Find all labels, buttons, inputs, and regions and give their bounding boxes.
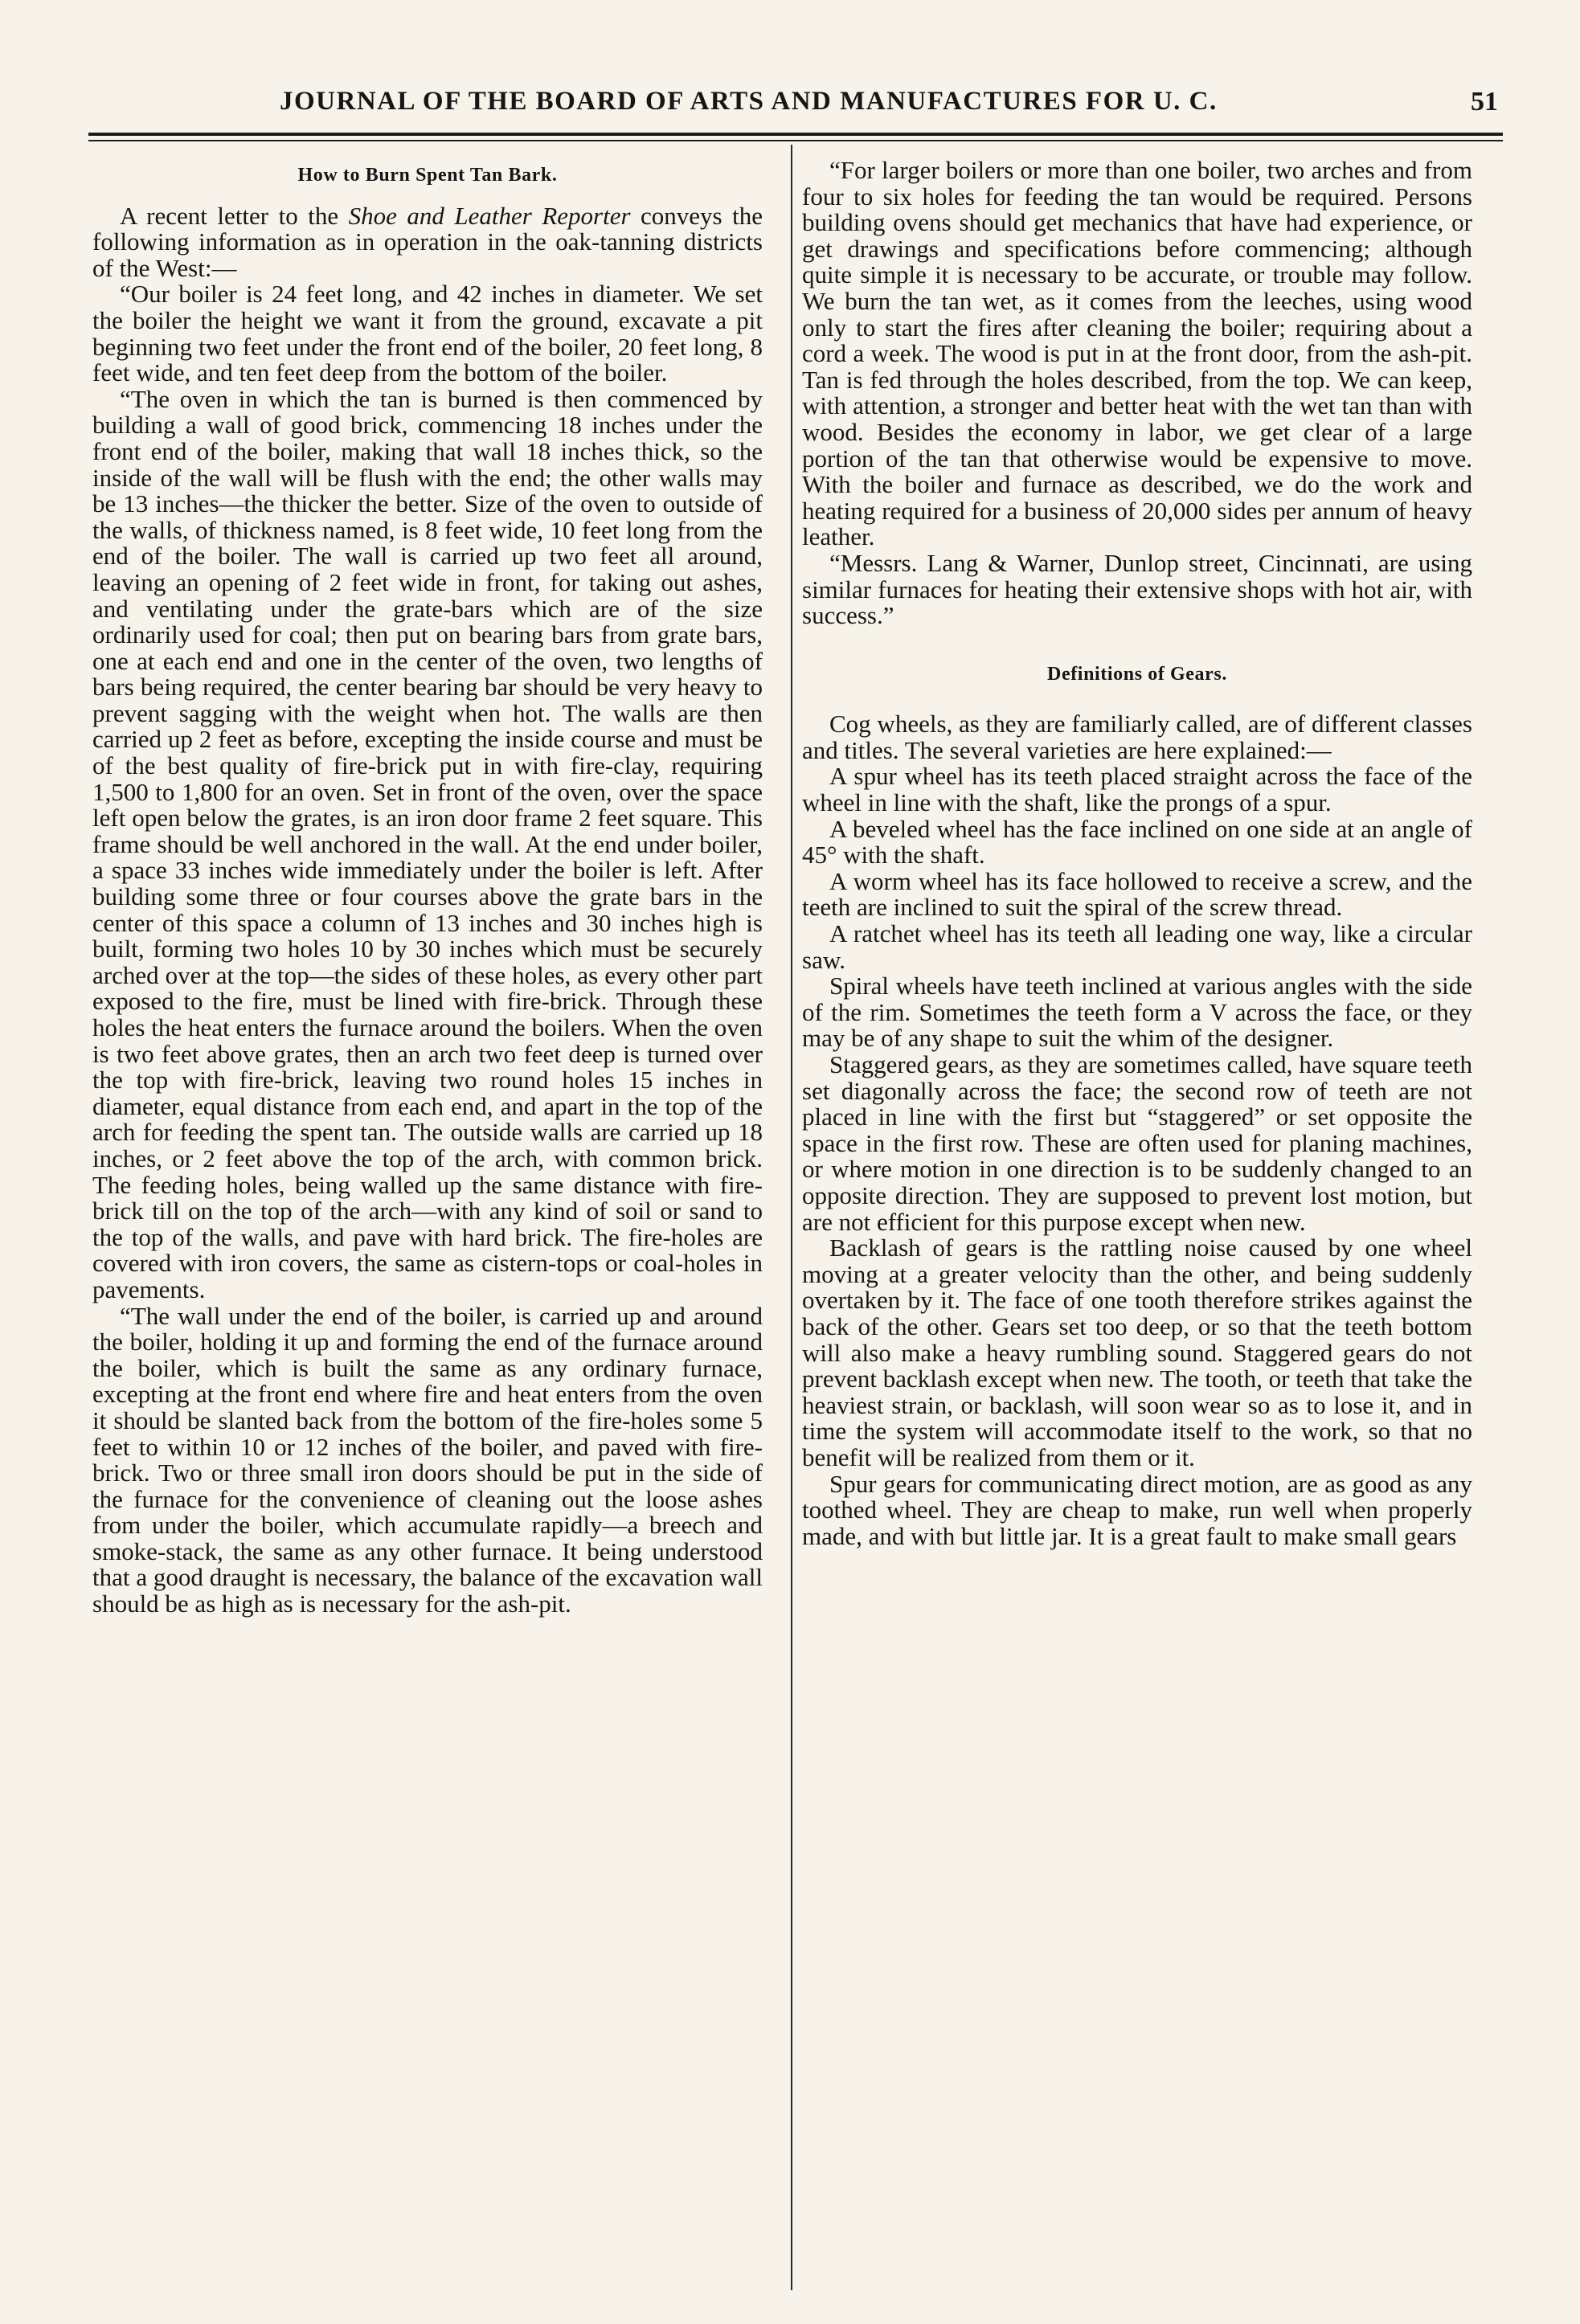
paragraph: A beveled wheel has the face inclined on one side at an angle of 45° with the shaft. bbox=[802, 814, 1472, 869]
paragraph: Backlash of gears is the rattling noise caused by one wheel moving at a greater velocity than the other, and being suddenly overtaken by it. The face of one tooth therefore strikes against the back of the other. Gears set too deep, or so that the teeth bottom will also make a heavy rumbling sound. Staggered gears do not prevent backlash except when new. The tooth, or teeth that take the heaviest strain, or backlash, will soon wear so as to lose it, and in time the system will accommodate itself to the work, so that no benefit will be realized from them or it. bbox=[802, 1234, 1472, 1471]
right-column-text bbox=[802, 158, 1472, 1549]
intro-text-before: A recent letter to the bbox=[120, 201, 349, 230]
paragraph: Spur gears for communicating direct motion, are as good as any toothed wheel. They are cheap to make, run well when properly made, and with but little jar. It is a great fault to make small gears bbox=[802, 1469, 1472, 1550]
article-heading-gears: Definitions of Gears. bbox=[1047, 663, 1227, 685]
header-rule-thin bbox=[88, 140, 1503, 141]
header-rule-thick bbox=[88, 133, 1503, 136]
paragraph: “The oven in which the tan is burned is then commenced by building a wall of good brick, commencing 18 inches under the front end of the boiler, making that wall 18 inches thick, so the inside of the wall will be flush with the end; the other walls may be 13 inches—the thicker the better. Size of the oven to outside of the walls, of thickness named, is 8 feet wide, 10 feet long from the end of the boiler. The wall is carried up two feet all around, leaving an opening of 2 feet wide in front, for taking out ashes, and ventilating under the grate-bars which are of the size ordinarily used for coal; then put on bearing bars from grate bars, one at each end and one in the center of the oven, two lengths of bars being required, the center bearing bar should be very heavy to prevent sagging with the weight when hot. The walls are then carried up 2 feet as before, excepting the inside course and must be of the best quality of fire-brick put in with fire-clay, requiring 1,500 to 1,800 for an oven. Set in front of the oven, over the space left open below the grates, is an iron door frame 2 feet square. This frame should be well anchored in the wall. At the end under boiler, a space 33 inches wide immediately under the boiler is left. After building some three or four courses above the grate bars in the center of this space a column of 13 inches and 30 inches high is built, forming two holes 10 by 30 inches which must be securely arched over at the top—the sides of these holes, as every other part exposed to the fire, must be lined with fire-brick. Through these holes the heat enters the furnace around the boilers. When the oven is two feet above grates, then an arch two feet deep is turned over the top with fire-brick, leaving two round holes 15 inches in diameter, equal distance from each end, and apart in the top of the arch for feeding the spent tan. The outside walls are carried up 18 inches, or 2 feet above the top of the arch, with common brick. The feeding holes, being walled up the same distance with fire-brick till on the top of the arch—with any kind of soil or sand to the top of the walls, and pave with hard brick. The fire-holes are covered with iron covers, the same as cistern-tops or coal-holes in pavements. bbox=[92, 384, 763, 1303]
paragraph: “For larger boilers or more than one boiler, two arches and from four to six holes for feeding the tan would be required. Persons building ovens should get mechanics that have had experience, or get drawings and specifications before commencing; although quite simple it is necessary to be accurate, or trouble may follow. We burn the tan wet, as it comes from the leeches, using wood only to start the fires after cleaning the boiler; requiring about a cord a week. The wood is put in at the front door, from the ash-pit. Tan is fed through the holes described, from the top. We can keep, with attention, a stronger and better heat with the wet tan than with wood. Besides the economy in labor, we get clear of a large portion of the tan that otherwise would be expensive to move. With the boiler and furnace as described, we do the work and heating required for a business of 20,000 sides per annum of heavy leather. bbox=[802, 156, 1472, 551]
paragraph: Cog wheels, as they are familiarly called, are of different classes and titles. The several varieties are here explained:— bbox=[802, 710, 1472, 764]
paragraph: A worm wheel has its face hollowed to receive a screw, and the teeth are inclined to suit the spiral of the screw thread. bbox=[802, 866, 1472, 922]
paragraph: A ratchet wheel has its teeth all leading one way, like a circular saw. bbox=[802, 919, 1472, 974]
paragraph: “Our boiler is 24 feet long, and 42 inches in diameter. We set the boiler the height we want it from the ground, excavate a pit beginning two feet under the front end of the boiler, 20 feet long, 8 feet wide, and ten feet deep from the bottom of the boiler. bbox=[92, 280, 763, 387]
intro-text-after: conveys the following information as in operation in the oak-tanning districts of the West:— bbox=[92, 201, 763, 282]
article-heading-tan-bark: How to Burn Spent Tan Bark. bbox=[297, 165, 558, 186]
column-divider bbox=[791, 145, 792, 2290]
right-column bbox=[802, 158, 1472, 1549]
running-head bbox=[88, 87, 1503, 132]
paragraph: “The wall under the end of the boiler, is carried up and around the boiler, holding it up and forming the end of the furnace around the boiler, which is built the same as any ordinary furnace, excepting at the front end where fire and heat enters from the oven it should be slanted back from the bottom of the fire-holes some 5 feet to within 10 or 12 inches of the boiler, and paved with fire-brick. Two or three small iron doors should be put in the side of the furnace for the convenience of cleaning out the loose ashes from under the boiler, which accumulate rapidly—a breech and smoke-stack, the same as any other furnace. It being understood that a good draught is necessary, the balance of the excavation wall should be as high as is necessary for the ash-pit. bbox=[92, 1301, 763, 1618]
journal-title: JOURNAL OF THE BOARD OF ARTS AND MANUFACTURES FOR U. C. bbox=[280, 87, 1218, 116]
paragraph: Spiral wheels have teeth inclined at various angles with the side of the rim. Sometimes the teeth form a V across the face, or they may be of any shape to suit the whim of the designer. bbox=[802, 972, 1472, 1053]
paragraph: A spur wheel has its teeth placed straight across the face of the wheel in line with the shaft, like the prongs of a spur. bbox=[802, 762, 1472, 817]
left-column bbox=[92, 158, 763, 1618]
page-number: 51 bbox=[1471, 87, 1498, 117]
article-intro bbox=[92, 203, 763, 282]
paragraph: “Messrs. Lang & Warner, Dunlop street, Cincinnati, are using similar furnaces for heating their extensive shops with hot air, with success.” bbox=[802, 548, 1472, 630]
left-column-text bbox=[92, 162, 763, 1618]
paragraph: Staggered gears, as they are sometimes called, have square teeth set diagonally across the face; the second row of teeth are not placed in line with the first but “staggered” or set opposite the space in the first row. These are often used for planing machines, or where motion in one direction is to be suddenly changed to an opposite direction. They are supposed to prevent lost motion, but are not efficient for this purpose except when new. bbox=[802, 1050, 1472, 1236]
publication-name: Shoe and Leather Reporter bbox=[348, 201, 631, 230]
